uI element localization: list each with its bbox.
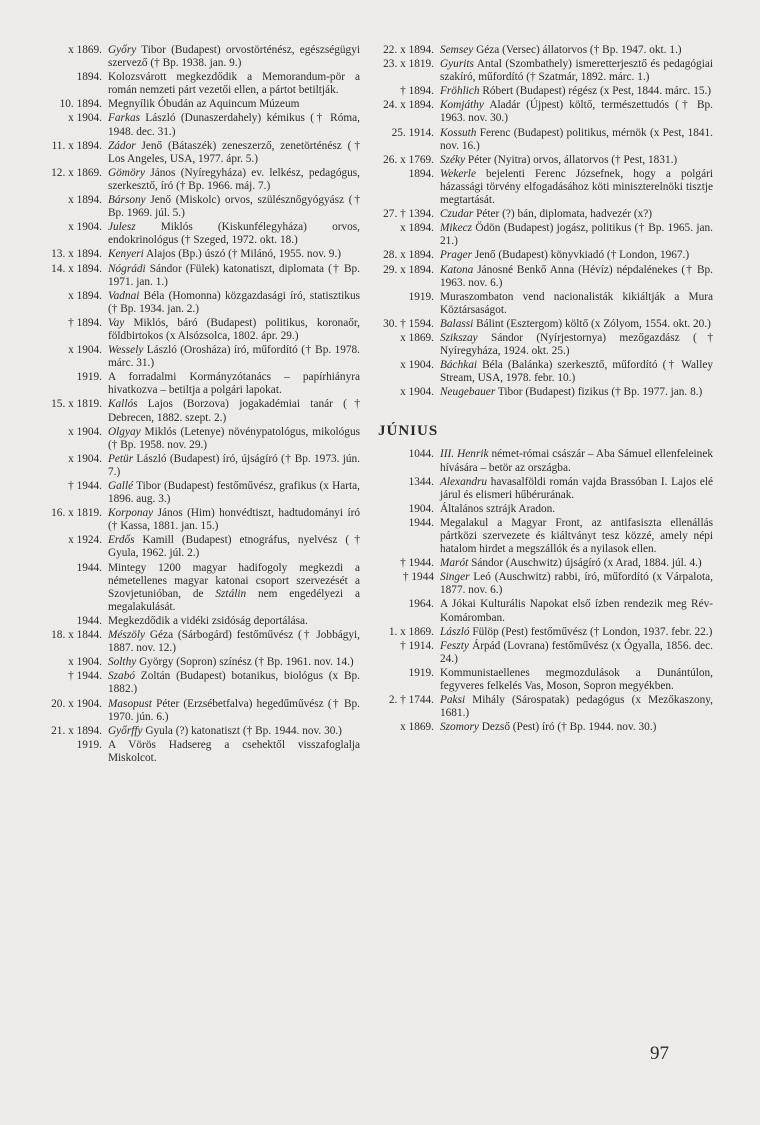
chronology-entry [368,222,713,248]
entry-text-rest: Leó (Auschwitz) rabbi, író, műfordító (x Várpalota, 1877. nov. 6.) [440,571,713,597]
entry-text-rest: Ödön (Budapest) jogász, politikus († Bp. 1965. jan. 21.) [440,222,713,248]
chronology-entry [30,194,360,220]
chronology-entry [368,571,713,597]
chronology-entry [30,371,360,397]
entry-text-rest: Aladár (Újpest) költő, természettudós († Bp. 1963. nov. 30.) [440,99,713,125]
entry-text-rest: Géza (Sárbogárd) festőművész († Jobbágyi, 1887. nov. 12.) [108,629,360,655]
entry-text [440,448,713,474]
entry-date: 30. † 1594. [383,317,434,330]
entry-text-rest: Mihály (Sárospatak) pedagógus (x Mezőkaszony, 1681.) [440,694,713,720]
entry-date: x 1894. [68,289,102,302]
entry-text [440,476,713,502]
chronology-entry [368,99,713,125]
chronology-entry [368,640,713,666]
chronology-entry [368,721,713,734]
entry-text-rest: Árpád (Lovrana) festőművész (x Ógyalla, 1856. dec. 24.) [440,639,713,665]
entry-text [108,480,360,506]
entry-date: 13. x 1894. [51,248,102,261]
entry-date: x 1904. [400,386,434,399]
entry-text [108,98,360,111]
entry-date: 11. x 1894. [51,139,102,152]
entry-name: Széky [440,153,466,166]
june-entries [368,448,713,734]
entry-text-rest: Péter (Erzsébetfalva) hegedűművész († Bp. 1970. jún. 6.) [108,697,360,723]
chronology-entry [30,670,360,696]
entry-text [440,517,713,556]
entry-text [440,222,713,248]
entry-date: 1. x 1869. [388,625,434,638]
entry-name: Komjáthy [440,99,484,112]
entry-text-lead: Muraszombaton vend nacionalisták kikiáltják a Mura Köztársaságot. [440,290,713,316]
entry-date: † 1894. [68,316,102,329]
entry-text [440,58,713,84]
entry-name: Zádor [108,139,136,152]
entry-text-rest: nem engedélyezi a megalakulását. [108,587,360,613]
entry-text-rest: Dezső (Pest) író († Bp. 1944. nov. 30.) [478,721,657,734]
entry-text-lead: Általános sztrájk Aradon. [440,502,556,515]
chronology-entry [30,656,360,669]
entry-text [108,453,360,479]
chronology-entry [368,208,713,221]
entry-text-rest: német-római császár – Aba Sámuel ellenfeleinek hívására – betör az országba. [440,448,713,474]
entry-date: x 1904. [68,656,102,669]
entry-name: Szomory [440,721,479,734]
entry-text-rest: Miklós, báró (Budapest) politikus, koronaőr, földbirtokos (x Alsózsolca, 1802. ápr. 29.) [108,316,360,342]
entry-text-rest: havasalföldi román vajda Brassóban I. Lajos elé járul és elismeri hűbérurának. [440,475,713,501]
entry-text-lead: Megalakul a Magyar Front, az antifasiszta ellenállás pártközi szervezete és kiáltványt tesz közzé, amely népi hatalom hirdet a megszállók és a nyilasok ellen. [440,516,713,556]
entry-text-rest: Ferenc (Budapest) politikus, mérnök (x Pest, 1841. nov. 16.) [440,126,713,152]
chronology-entry [30,140,360,166]
entry-name: Bársony [108,194,146,207]
entry-text [108,221,360,247]
entry-name: Masopust [108,697,152,710]
entry-text [440,318,713,331]
entry-date: x 1904. [68,221,102,234]
entry-text [108,670,360,696]
entry-text-rest: János (Him) honvédtiszt, hadtudományi író († Kassa, 1881. jan. 15.) [108,507,360,533]
entry-name: Vadnai [108,289,140,302]
entry-date: x 1904. [68,452,102,465]
entry-name: Wessely [108,344,144,357]
entry-text-rest: László (Budapest) író, újságíró († Bp. 1973. jún. 7.) [108,452,360,478]
entry-text-lead: A Jókai Kulturális Napokat első ízben rendezik meg Rév-Komáromban. [440,598,713,624]
chronology-entry [368,694,713,720]
entry-text [108,140,360,166]
entry-text-rest: Tibor (Budapest) fizikus († Bp. 1977. jan. 8.) [495,386,703,399]
chronology-entry [30,112,360,138]
entry-text-rest: Róbert (Budapest) régész (x Pest, 1844. márc. 15.) [479,85,712,98]
entry-text-rest: Sándor (Fülek) katonatiszt, diplomata († Bp. 1971. jan. 1.) [108,262,360,288]
entry-date: † 1914. [400,639,434,652]
entry-date: 1344. [408,475,434,488]
entry-text [108,656,360,669]
entry-text [108,290,360,316]
entry-text-rest: Tibor (Budapest) orvostörténész, egészségügyi szervező († Bp. 1938. jan. 9.) [108,44,360,70]
entry-text-lead: Kommunistaellenes megmozdulások a Dunántúlon, fegyveres felkelés Vas, Moson, Sopron megyékben. [440,666,713,693]
entry-text [108,112,360,138]
chronology-entry [30,44,360,70]
chronology-entry [30,71,360,97]
entry-date: x 1869. [400,331,434,344]
entry-text [108,263,360,289]
entry-name: Gyurits [440,58,474,71]
entry-date: 22. x 1894. [383,44,434,56]
entry-date: 1044. [408,448,434,461]
entry-date: 1919. [408,290,434,303]
entry-text-lead: Kolozsvárott megkezdődik a Memorandum-pör a román nemzeti párt vezetői ellen, a pártot betiltják. [108,71,360,97]
entry-text-rest: Tibor (Budapest) festőművész, grafikus (x Harta, 1896. aug. 3.) [108,480,360,506]
entry-text [108,194,360,220]
chronology-entry [30,290,360,316]
chronology-entry [30,167,360,193]
entry-text [108,317,360,343]
entry-text [108,344,360,370]
entry-date: x 1894. [68,194,102,207]
entry-name: Singer [440,571,470,584]
entry-text-rest: Sándor (Nyírjestornya) mezőgazdász († Nyíregyháza, 1924. okt. 25.) [440,331,713,358]
entry-name: Semsey [440,44,474,56]
entry-text-rest: Jenő (Miskolc) orvos, szülésznőgyógyász († Bp. 1969. júl. 5.) [108,194,360,220]
entry-text [108,371,360,397]
entry-date: 14. x 1894. [51,262,102,275]
entry-name: Győry [108,44,137,56]
entry-text [108,534,360,560]
entry-text [440,626,713,639]
chronology-entry [30,98,360,111]
entry-name: Mikecz [440,222,472,235]
chronology-entry [368,291,713,317]
entry-text [440,154,713,167]
entry-date: 2. † 1744. [388,694,434,707]
chronology-entry [368,626,713,639]
entry-date: 26. x 1769. [383,153,434,166]
entry-text [440,598,713,624]
entry-text-rest: Sándor (Auschwitz) újságíró (x Arad, 1884. júl. 4.) [468,557,702,570]
chronology-entry [30,426,360,452]
chronology-entry [30,725,360,738]
entry-name: Nógrádi [108,262,146,275]
entry-text [440,386,713,399]
chronology-entry [30,344,360,370]
entry-name: Prager [440,249,473,262]
entry-date: 10. 1894. [59,98,102,111]
entry-text-lead: Megkezdődik a vidéki zsidóság deportálása. [108,614,308,627]
entry-name: Gallé [108,480,134,492]
entry-text [108,615,360,628]
entry-text-rest: bejelenti Ferenc Józsefnek, hogy a polgári házassági törvény elfogadásához köti miniszterelnöki tisztje megtartását. [440,167,713,207]
entry-name: Paksi [440,694,466,707]
entry-text [440,291,713,317]
section-title-junius: JÚNIUS [378,423,439,440]
entry-text-rest: Jánosné Benkő Anna (Hévíz) népdalénekes († Bp. 1963. nov. 6.) [440,263,713,289]
entry-text [440,168,713,207]
entry-text-lead: Megnyílik Óbudán az Aquincum Múzeum [108,98,300,111]
entry-name: Báchkai [440,359,478,372]
chronology-entry [368,58,713,84]
chronology-entry [368,386,713,399]
entry-name: Solthy [108,656,137,669]
entry-date: x 1924. [68,534,102,547]
chronology-entry [368,168,713,207]
entry-date: 1944. [76,561,102,574]
entry-text-rest: Jenő (Budapest) könyvkiadó († London, 1967.) [472,249,690,262]
chronology-entry [30,221,360,247]
entry-text [108,167,360,193]
entry-text-rest: László (Dunaszerdahely) kémikus († Róma, 1948. dec. 31.) [108,112,360,138]
entry-date: x 1904. [68,425,102,438]
chronology-entry [30,534,360,560]
chronology-entry [368,85,713,98]
chronology-entry [368,154,713,167]
entry-text-lead: Mintegy 1200 magyar hadifogoly megkezdi a németellenes magyar katonai csoport szervezését a Szovjetunióban, de [108,561,360,600]
entry-text-rest: Gyula (?) katonatiszt († Bp. 1944. nov. 30.) [142,724,342,737]
entry-text-lead: A forradalmi Kormányzótanács – papírhiányra hivatkozva – betiltja a polgári lapokat. [108,371,360,397]
entry-text [108,562,360,614]
entry-date: 1944. [408,516,434,529]
entry-name: Neugebauer [440,386,496,399]
chronology-entry [368,264,713,290]
entry-text [440,667,713,693]
entry-text [108,725,360,738]
entry-date: 29. x 1894. [383,263,434,276]
entry-text [108,698,360,724]
chronology-entry [30,562,360,614]
entry-name: Kenyeri [108,248,144,261]
entry-name: Balassi [440,317,474,330]
chronology-entry [30,698,360,724]
chronology-entry [368,448,713,474]
entry-text [108,71,360,97]
entry-date: 28. x 1894. [383,249,434,262]
entry-text [440,571,713,597]
entry-text-rest: Miklós (Letenye) növénypatológus, mikológus († Bp. 1958. nov. 29.) [108,425,360,451]
entry-text [440,208,713,221]
entry-name: Sztálin [215,587,247,600]
entry-text [440,249,713,262]
entry-name: Alexandru [440,475,488,488]
entry-date: 23. x 1819. [383,58,434,71]
entry-text-rest: Alajos (Bp.) úszó († Milánó, 1955. nov. 9.) [143,248,342,261]
entry-name: Szabó [108,670,135,683]
entry-date: x 1894. [400,222,434,235]
entry-name: Czudar [440,208,474,221]
entry-name: Fröhlich [440,85,480,98]
entry-text [440,640,713,666]
entry-date: x 1869. [68,44,102,56]
entry-date: 25. 1914. [391,126,434,139]
chronology-entry [30,615,360,628]
entry-date: x 1869. [400,721,434,734]
entry-text [108,426,360,452]
entry-text-rest: Jenő (Bátaszék) zeneszerző, zenetörténész († Los Angeles, USA, 1977. ápr. 5.) [108,139,360,165]
chronology-entry [30,263,360,289]
chronology-entry [368,517,713,556]
entry-name: Szikszay [440,331,478,344]
entry-name: László [440,625,470,638]
entry-date: 16. x 1819. [51,507,102,520]
chronology-entry [30,629,360,655]
chronology-entry [30,317,360,343]
chronology-entry [368,359,713,385]
entry-date: 15. x 1819. [51,398,102,411]
entry-name: Olgyay [108,425,141,438]
page-number: 97 [650,1043,669,1064]
entry-date: 1894. [408,167,434,180]
entry-name: Marót [440,557,469,570]
entry-text-rest: Géza (Versec) állatorvos († Bp. 1947. okt. 1.) [473,44,682,56]
chronology-entry [368,44,713,57]
entry-date: x 1904. [400,359,434,372]
entry-date: x 1904. [68,344,102,357]
entry-name: Wekerle [440,167,476,180]
entry-text-rest: Bálint (Esztergom) költő (x Zólyom, 1554. okt. 20.) [473,317,711,330]
entry-text [440,721,713,734]
entry-text [440,332,713,358]
entry-text-lead: A Vörös Hadsereg a csehektől visszafoglalja Miskolcot. [108,738,360,764]
entry-date: 27. † 1394. [383,208,434,221]
right-column [368,44,713,735]
entry-text-rest: Zoltán (Budapest) botanikus, biológus (x Bp. 1882.) [108,670,360,696]
entry-date: x 1904. [68,112,102,125]
chronology-entry [368,667,713,693]
entry-text-rest: Miklós (Kiskunfélegyháza) orvos, endokrinológus († Szeged, 1972. okt. 18.) [108,221,360,247]
entry-name: Petür [108,452,134,465]
entry-date: 20. x 1904. [51,697,102,710]
entry-name: Mészöly [108,629,146,642]
entry-text [440,359,713,385]
chronology-entry [368,318,713,331]
entry-text-rest: Antal (Szombathely) ismeretterjesztő és pedagógiai szakíró, műfordító († Szatmár, 1892. márc. 1.) [440,58,713,84]
chronology-entry [30,507,360,533]
entry-text-rest: Kamill (Budapest) etnográfus, nyelvész († Gyula, 1962. júl. 2.) [108,534,360,560]
chronology-entry [368,249,713,262]
entry-name: Győrffy [108,724,143,737]
entry-date: † 1894. [400,85,434,98]
entry-text-rest: János (Nyíregyháza) ev. lelkész, pedagógus, szerkesztő, író († Bp. 1966. máj. 7.) [108,166,360,192]
entry-date: 1944. [76,614,102,627]
entry-date: 21. x 1894. [51,724,102,737]
entry-text [440,127,713,153]
entry-name: Farkas [108,112,141,125]
entry-text-rest: Béla (Homonna) közgazdasági író, statisztikus († Bp. 1934. jan. 2.) [108,289,360,315]
entry-text [108,629,360,655]
entry-text [108,398,360,424]
entry-text-rest: György (Sopron) színész († Bp. 1961. nov. 14.) [136,656,354,669]
entry-text-rest: Fülöp (Pest) festőművész († London, 1937. febr. 22.) [469,625,713,638]
entry-text [440,503,713,516]
entry-date: 12. x 1869. [51,166,102,179]
entry-text [108,507,360,533]
chronology-entry [368,598,713,624]
entry-name: Kallós [108,398,138,411]
entry-text-rest: Péter (Nyitra) orvos, állatorvos († Pest, 1831.) [465,153,678,166]
entry-date: † 1944 [402,571,434,584]
chronology-entry [30,398,360,424]
entry-text [108,739,360,765]
entry-text [440,557,713,570]
entry-date: 24. x 1894. [383,99,434,112]
entry-date: 1964. [408,598,434,611]
entry-text-rest: Béla (Balánka) szerkesztő, műfordító († Walley Stream, USA, 1978. febr. 10.) [440,359,713,385]
chronology-entry [368,476,713,502]
entry-text [440,264,713,290]
entry-name: Katona [440,263,474,276]
entry-name: Korponay [108,507,154,520]
entry-name: III. Henrik [440,448,489,461]
chronology-entry [30,453,360,479]
chronology-entry [368,332,713,358]
chronology-entry [30,739,360,765]
right-column-entries [368,44,713,399]
entry-text [440,99,713,125]
entry-name: Kossuth [440,126,477,139]
entry-text-rest: Lajos (Borzova) jogakadémiai tanár († Debrecen, 1882. szept. 2.) [108,398,360,424]
entry-name: Julesz [108,221,136,234]
chronology-entry [368,127,713,153]
entry-text-rest: Péter (?) bán, diplomata, hadvezér (x?) [473,208,653,221]
entry-name: Feszty [440,639,469,652]
chronology-entry [30,248,360,261]
entry-date: 18. x 1844. [51,629,102,642]
entry-date: 1919. [76,738,102,751]
entry-text-rest: László (Orosháza) író, műfordító († Bp. 1978. márc. 31.) [108,344,360,370]
entry-text [440,44,713,57]
entry-name: Erdős [108,534,135,547]
entry-name: Gömöry [108,166,146,179]
entry-name: Vay [108,316,125,329]
entry-text [440,85,713,98]
entry-date: 1894. [76,71,102,84]
entry-date: 1904. [408,502,434,515]
entry-text [108,44,360,70]
entry-date: 1919. [408,666,434,679]
chronology-entry [30,480,360,506]
entry-date: † 1944. [400,557,434,570]
entry-date: 1919. [76,371,102,384]
entry-date: † 1944. [68,670,102,683]
entry-text [108,248,360,261]
chronology-entry [368,557,713,570]
entry-text [440,694,713,720]
left-column [30,44,360,766]
chronology-entry [368,503,713,516]
entry-date: † 1944. [68,480,102,492]
